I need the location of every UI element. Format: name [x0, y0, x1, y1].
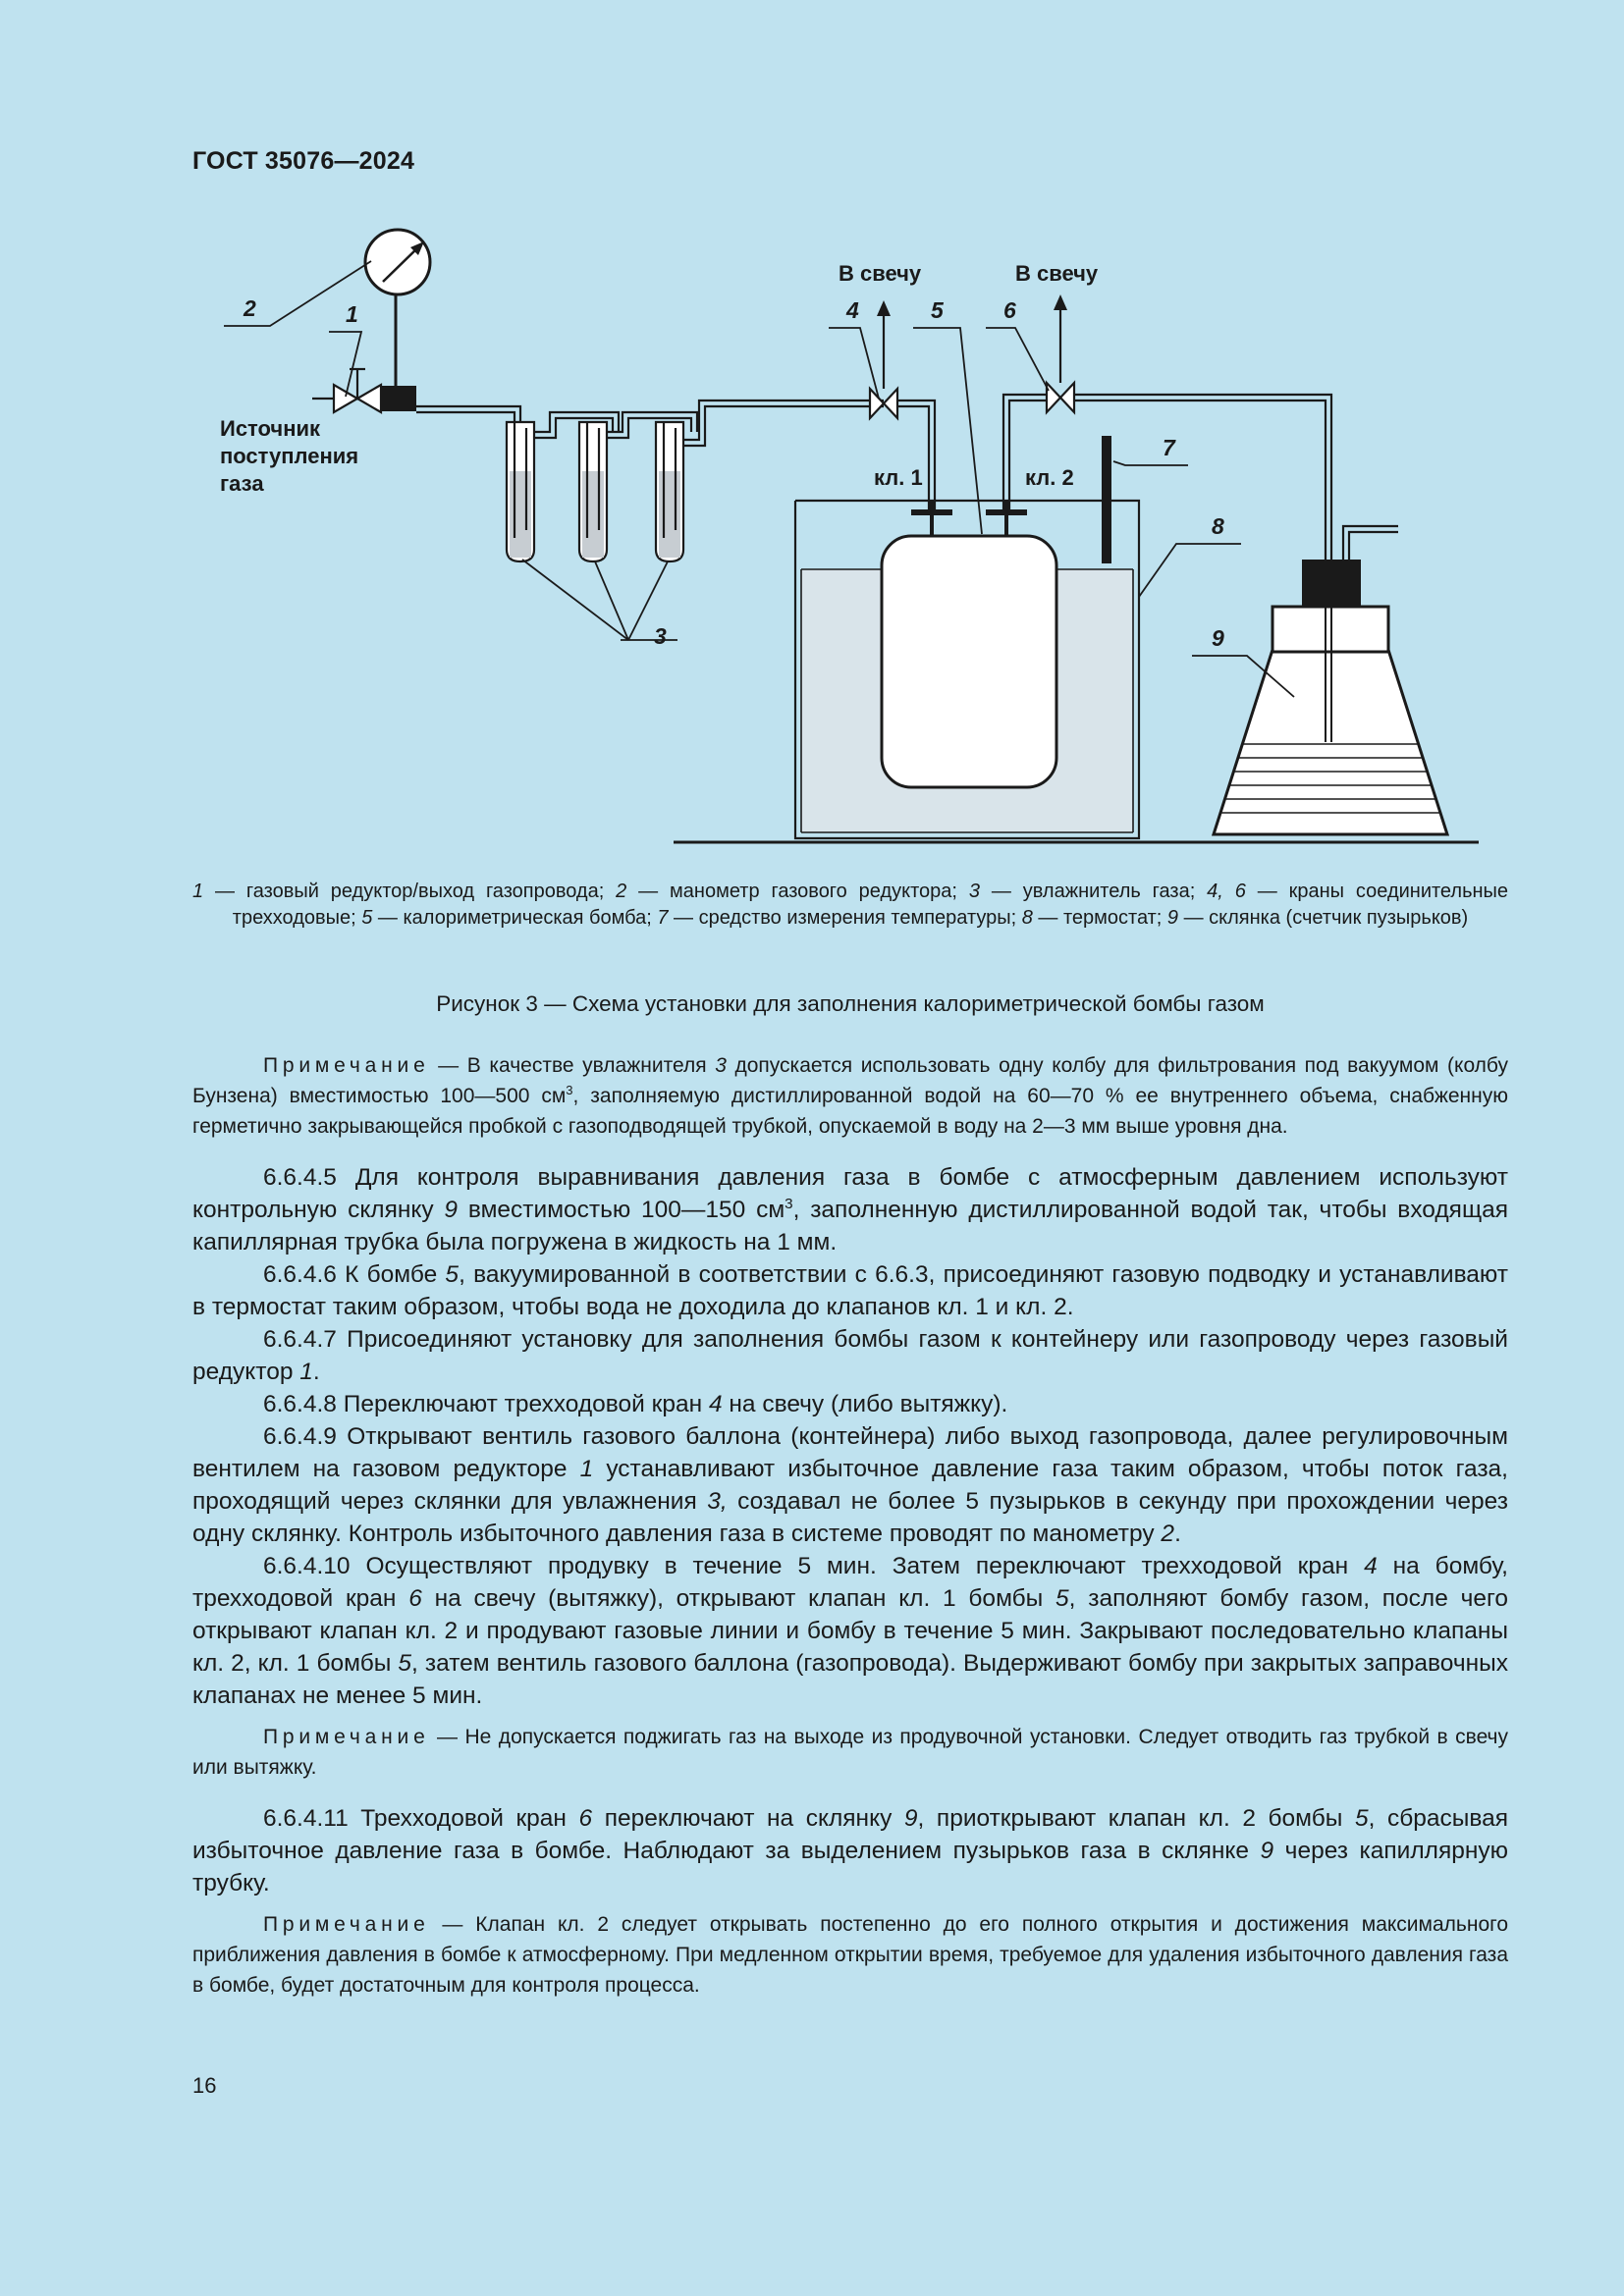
page-number: 16 [192, 2073, 217, 2098]
reducer-block [377, 386, 416, 411]
label-6: 6 [1003, 297, 1016, 323]
source-label-line1: Источник [220, 416, 321, 441]
pressure-gauge [365, 230, 430, 388]
label-1: 1 [346, 301, 358, 327]
flare-label-left: В свечу [839, 261, 922, 286]
valve-1 [334, 369, 381, 412]
document-header: ГОСТ 35076—2024 [192, 147, 415, 175]
paragraph-6-6-4-11: 6.6.4.11 Трехходовой кран 6 переключают на склянку 9, приоткрывают клапан кл. 2 бомбы 5, сбрасывая избыточное давление газа в бомбе. Наблюдают за выделением пузырьков газа в склянке 9 через капиллярную трубку. [192, 1805, 1509, 1896]
valve-6 [1047, 294, 1074, 412]
figure-legend: 1 — газовый редуктор/выход газопровода; 2 — манометр газового редуктора; 3 — увлажнитель газа; 4, 6 — краны соединительные трехходовые; 5 — калориметрическая бомба; 7 — средство измерения температуры; 8 — термостат; 9 — склянка (счетчик пузырьков) [192, 881, 1509, 929]
valve-kl2-label: кл. 2 [1025, 465, 1074, 490]
paragraph-6-6-4-8: 6.6.4.8 Переключают трехходовой кран 4 на свечу (либо вытяжку). [263, 1391, 1008, 1417]
calorimetric-bomb [882, 501, 1056, 787]
source-label-line2: поступления [220, 444, 359, 468]
label-2: 2 [244, 295, 256, 321]
note-2: Примечание — Не допускается поджигать газ на выходе из продувочной установки. Следует отводить газ трубкой в свечу или вытяжку. [192, 1726, 1508, 1779]
note-1: Примечание — В качестве увлажнителя 3 допускается использовать одну колбу для фильтрования под вакуумом (колбу Бунзена) вместимостью 100—500 $см^3$, заполняемую дистиллированной водой на 60—70 % ее внутреннего объема, снабженную герметично закрывающейся пробкой с газоподводящей трубкой, опускаемой в воду на 2—3 мм выше уровня дна. [192, 1054, 1508, 1138]
valve-kl1-label: кл. 1 [874, 465, 923, 490]
label-8: 8 [1212, 513, 1224, 539]
flare-label-right: В свечу [1015, 261, 1099, 286]
humidifier-flasks [507, 412, 697, 561]
paragraph-6-6-4-7: 6.6.4.7 Присоединяют установку для заполнения бомбы газом к контейнеру или газопроводу через газовый редуктор 1. [192, 1326, 1508, 1385]
document-body [192, 1050, 1508, 2010]
figure-caption: Рисунок 3 — Схема установки для заполнения калориметрической бомбы газом [436, 991, 1265, 1016]
paragraph-6-6-4-10: 6.6.4.10 Осуществляют продувку в течение 5 мин. Затем переключают трехходовой кран 4 на бомбу, трехходовой кран 6 на свечу (вытяжку), открывают клапан кл. 1 бомбы 5, заполняют бомбу газом, после чего открывают клапан кл. 2 и продувают газовые линии и бомбу в течение 5 мин. Закрывают последовательно клапаны кл. 2, кл. 1 бомбы 5, затем вентиль газового баллона (газопровода). Выдерживают бомбу при закрытых заправочных клапанах не менее 5 мин. [192, 1553, 1508, 1709]
paragraph-6-6-4-5: 6.6.4.5 Для контроля выравнивания давления газа в бомбе с атмосферным давлением используют контрольную склянку 9 вместимостью 100—150 $см^3$, заполненную дистиллированной водой так, чтобы входящая капиллярная трубка была погружена в жидкость на 1 мм. [192, 1164, 1508, 1255]
note-3: Примечание — Клапан кл. 2 следует открывать постепенно до его полного открытия и достижения максимального приближения давления в бомбе к атмосферному. При медленном открытии время, требуемое для удаления избыточного давления газа в бомбе, будет достаточным для контроля процесса. [192, 1913, 1508, 1997]
source-label-line3: газа [220, 471, 264, 496]
paragraph-6-6-4-6: 6.6.4.6 К бомбе 5, вакуумированной в соответствии с 6.6.3, присоединяют газовую подводку и устанавливают в термостат таким образом, чтобы вода не доходила до клапанов кл. 1 и кл. 2. [192, 1261, 1508, 1320]
thermometer [1102, 436, 1111, 563]
label-5: 5 [931, 297, 944, 323]
label-3: 3 [654, 623, 667, 649]
bubble-counter-flask [1214, 526, 1447, 834]
label-4: 4 [846, 297, 859, 323]
gas-filling-setup-diagram [0, 0, 1624, 864]
label-9: 9 [1212, 625, 1224, 651]
label-7: 7 [1163, 435, 1175, 460]
paragraph-6-6-4-9: 6.6.4.9 Открывают вентиль газового баллона (контейнера) либо выход газопровода, далее регулировочным вентилем на газовом редукторе 1 устанавливают избыточное давление газа таким образом, чтобы поток газа, проходящий через склянки для увлажнения 3, создавал не более 5 пузырьков в секунду при прохождении через одну склянку. Контроль избыточного давления газа в системе проводят по манометру 2. [192, 1423, 1508, 1547]
